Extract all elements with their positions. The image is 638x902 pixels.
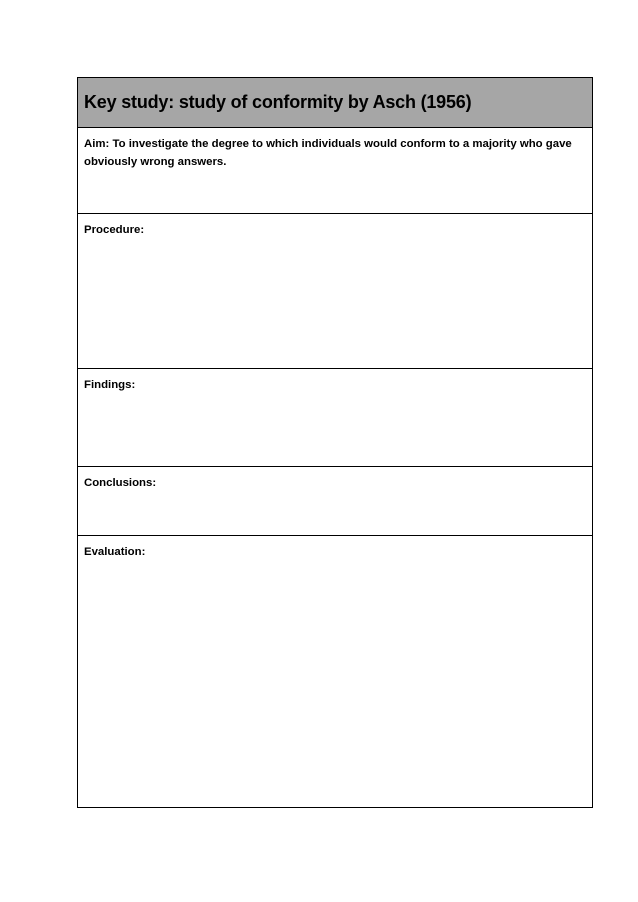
findings-section[interactable] bbox=[78, 369, 592, 467]
findings-label: Findings: bbox=[84, 379, 136, 391]
worksheet-title: Key study: study of conformity by Asch (1956) bbox=[84, 92, 472, 112]
conclusions-section[interactable] bbox=[78, 467, 592, 536]
worksheet-header bbox=[78, 78, 592, 128]
aim-section bbox=[78, 128, 592, 214]
key-study-worksheet bbox=[77, 77, 593, 808]
aim-text: Aim: To investigate the degree to which individuals would conform to a majority who gave obviously wrong answers. bbox=[84, 138, 572, 168]
conclusions-label: Conclusions: bbox=[84, 477, 157, 489]
procedure-label: Procedure: bbox=[84, 224, 145, 236]
evaluation-label: Evaluation: bbox=[84, 546, 146, 558]
evaluation-section[interactable] bbox=[78, 536, 592, 807]
procedure-section[interactable] bbox=[78, 214, 592, 369]
